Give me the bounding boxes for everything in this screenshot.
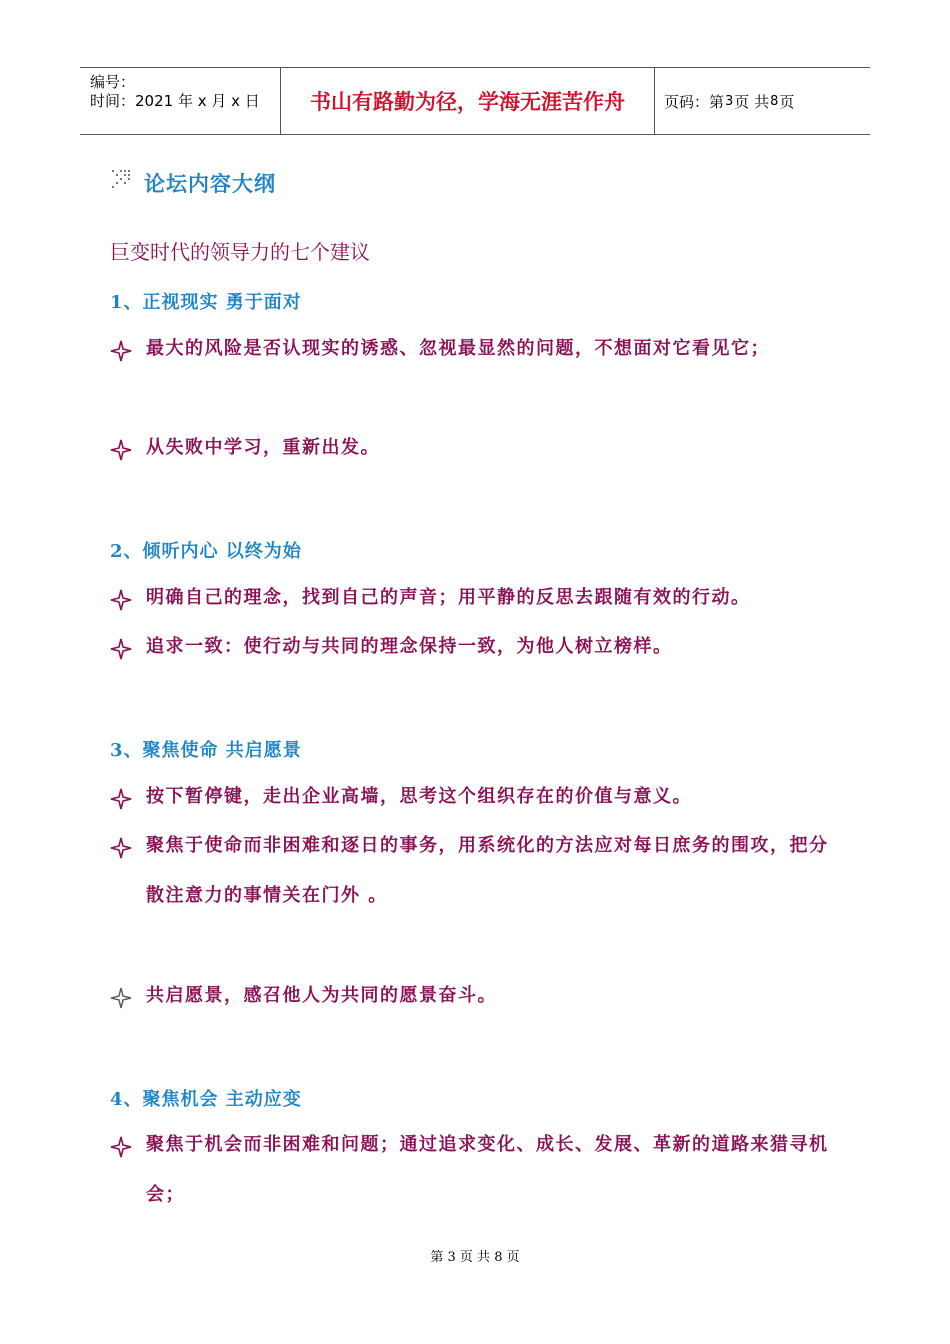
four-point-star-icon bbox=[110, 837, 132, 859]
section-heading: 1、正视现实 勇于面对 bbox=[110, 292, 302, 313]
list-item-text: 最大的风险是否认现实的诱惑、忽视最显然的问题，不想面对它看见它； bbox=[146, 338, 770, 359]
list-item-text: 按下暂停键，走出企业高墙，思考这个组织存在的价值与意义。 bbox=[146, 786, 692, 807]
four-point-star-icon bbox=[110, 439, 132, 461]
four-point-star-icon bbox=[110, 589, 132, 611]
list-item bbox=[110, 338, 846, 374]
list-item-text: 共启愿景，感召他人为共同的愿景奋斗。 bbox=[146, 985, 497, 1006]
page-total: 8 bbox=[770, 93, 779, 109]
number-label: 编号： bbox=[90, 73, 136, 91]
section-heading: 2、倾听内心 以终为始 bbox=[110, 541, 302, 562]
section-heading: 3、聚焦使命 共启愿景 bbox=[110, 740, 302, 761]
header-motto: 书山有路勤为径，学海无涯苦作舟 bbox=[281, 68, 655, 134]
page-prefix: 页码：第 bbox=[664, 92, 725, 111]
list-item bbox=[110, 835, 846, 921]
page-header bbox=[80, 67, 870, 135]
four-point-star-icon bbox=[110, 1136, 132, 1158]
outline-subtitle: 巨变时代的领导力的七个建议 bbox=[110, 240, 370, 264]
header-meta bbox=[80, 68, 281, 134]
list-item-text: 聚焦于机会而非困难和问题；通过追求变化、成长、发展、革新的道路来猎寻机会； bbox=[146, 1134, 829, 1205]
page-mid: 页 共 bbox=[734, 92, 770, 111]
list-item bbox=[110, 1134, 846, 1220]
four-point-star-icon bbox=[110, 987, 132, 1009]
dotted-arrow-icon bbox=[110, 168, 132, 190]
page-suffix: 页 bbox=[779, 92, 795, 111]
outline-title-text: 论坛内容大纲 bbox=[144, 171, 276, 196]
four-point-star-icon bbox=[110, 638, 132, 660]
outline-title bbox=[110, 168, 276, 198]
list-item bbox=[110, 786, 846, 822]
list-item-text: 聚焦于使命而非困难和逐日的事务，用系统化的方法应对每日庶务的围攻，把分散注意力的事情关在门外 。 bbox=[146, 835, 829, 906]
list-item bbox=[110, 587, 846, 623]
list-item-text: 从失败中学习，重新出发。 bbox=[146, 437, 380, 458]
four-point-star-icon bbox=[110, 788, 132, 810]
list-item bbox=[110, 437, 846, 473]
list-item bbox=[110, 985, 846, 1021]
page-number: 3 bbox=[725, 93, 734, 109]
list-item-text: 明确自己的理念，找到自己的声音；用平静的反思去跟随有效的行动。 bbox=[146, 587, 751, 608]
four-point-star-icon bbox=[110, 340, 132, 362]
page-footer: 第 3 页 共 8 页 bbox=[430, 1250, 520, 1265]
section-heading: 4、聚焦机会 主动应变 bbox=[110, 1089, 302, 1110]
time-label: 时间：2021 年 x 月 x 日 bbox=[90, 92, 260, 110]
list-item-text: 追求一致：使行动与共同的理念保持一致，为他人树立榜样。 bbox=[146, 636, 673, 657]
header-page-info bbox=[655, 68, 870, 134]
list-item bbox=[110, 636, 846, 672]
